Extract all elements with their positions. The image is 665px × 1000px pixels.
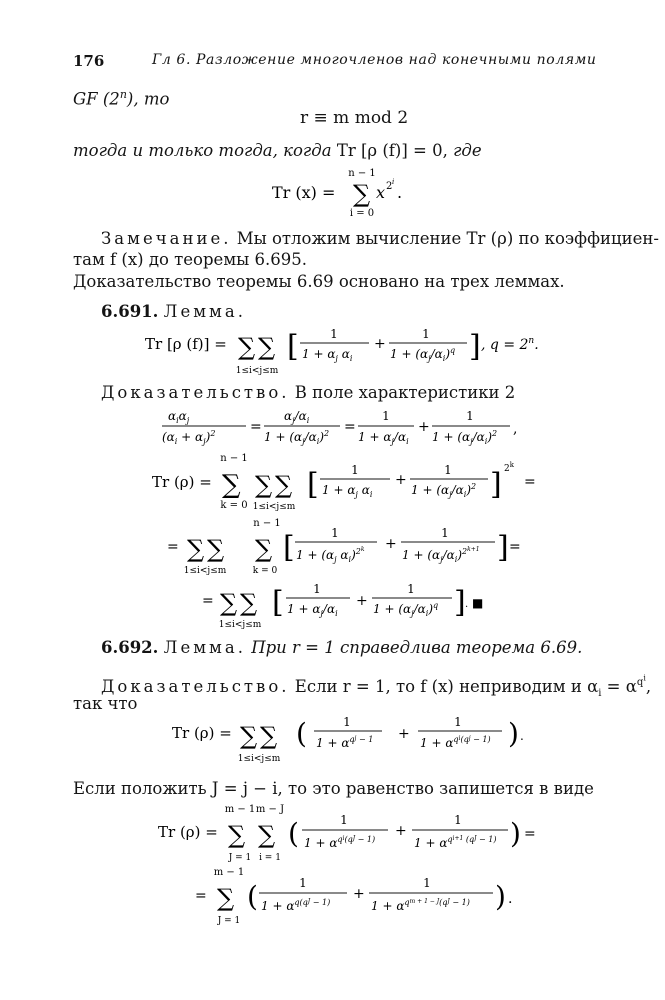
sumJ-bottom: J = 1: [228, 853, 252, 863]
paren-close-2: ): [510, 817, 521, 850]
remark-line-2: там f (x) до теоремы 6.695.: [73, 250, 308, 269]
q-eq: , $q = 2^n$.: [481, 336, 539, 353]
eq-start-4: =: [195, 888, 207, 904]
remark-line-1: [101, 229, 659, 248]
remark-text: Мы отложим вычисление Tr (ρ) по коэффициен-: [236, 229, 659, 248]
congruence-formula: r ≡ m mod 2: [300, 108, 409, 128]
sum3-b: ∑: [240, 589, 258, 617]
dot-6: .: [508, 891, 513, 907]
iff-text: тогда и только тогда, когда: [73, 141, 332, 160]
sum4-b: ∑: [260, 722, 278, 750]
identity-formula: [160, 405, 560, 451]
dot-4: .: [465, 599, 469, 610]
id-num1: $\alpha_i\alpha_j$: [168, 409, 190, 425]
paren-open-2: (: [288, 817, 299, 850]
f4-num: 1: [444, 463, 452, 477]
f9-plus: +: [398, 726, 410, 742]
id-plus: +: [418, 419, 430, 435]
trace-condition: Tr [ρ (f)] = 0,: [336, 141, 448, 160]
sum2-k: ∑: [255, 535, 273, 563]
frac1-den: $1 + \alpha_j$ $\alpha_i$: [302, 347, 353, 363]
sum-k-bottom: k = 0: [220, 500, 248, 511]
sum-k-top: n − 1: [220, 453, 248, 464]
proof-2-text-b: = α: [601, 676, 637, 696]
iff-line: [73, 141, 482, 160]
trace-def-lhs: Tr (x) =: [272, 183, 336, 202]
f6-den: $1 + (\alpha_j/\alpha_i)^{2k+1}$: [402, 546, 480, 564]
proof-2-text: Если r = 1, то f (x) неприводим и α: [294, 676, 599, 696]
id-comma: ,: [513, 421, 518, 437]
sum-ij-2: ∑: [275, 471, 293, 499]
f11-den: $1 + \alpha^qi(qJ - 1)$: [304, 835, 376, 850]
trp2-lhs: Tr (ρ) =: [172, 724, 232, 742]
sumi-sigma: ∑: [258, 821, 276, 849]
proof-1-line: [101, 383, 515, 402]
frac2-num: 1: [422, 327, 430, 341]
f4-den: $1 + (\alpha_j/\alpha_i)^2$: [411, 482, 477, 499]
trp-lhs: Tr (ρ) =: [152, 473, 212, 491]
trace-lemma-692: [172, 710, 542, 766]
gf-exp: n: [119, 88, 127, 101]
id-num3: 1: [382, 409, 390, 423]
sumJ2-sigma: ∑: [217, 884, 235, 912]
sum-top: n − 1: [348, 168, 376, 179]
so-that: так что: [73, 694, 138, 713]
lemma-692-heading: [101, 638, 582, 657]
f6-num: 1: [441, 526, 449, 540]
f7-num: 1: [313, 582, 321, 596]
sum2-a: ∑: [187, 535, 205, 563]
eq-end-1: =: [524, 474, 536, 490]
id-eq2: =: [344, 419, 356, 435]
id-eq1: =: [250, 419, 262, 435]
sumJ2-bottom: J = 1: [217, 916, 241, 926]
bracket-close: ]: [469, 329, 481, 364]
sum2-range: 1≤i<j≤m: [183, 566, 227, 576]
running-title: Гл 6. Разложение многочленов над конечными полями: [152, 52, 597, 68]
double-sigma-2: ∑: [258, 333, 276, 361]
sum3-range: 1≤i<j≤m: [218, 620, 262, 629]
sumJ-sigma: ∑: [228, 821, 246, 849]
br-close-3: ]: [497, 530, 509, 565]
qed-mark: ■: [472, 596, 484, 610]
substitution-line: Если положить J = j − i, то это равенство запишется в виде: [73, 779, 594, 798]
sum4-range: 1≤i<j≤m: [237, 754, 281, 764]
lemma-692-number: 6.692.: [101, 638, 159, 657]
proof-2-line: [101, 674, 651, 699]
f7-plus: +: [356, 593, 368, 609]
sumi-bottom: i = 1: [259, 853, 281, 863]
paren-open-3: (: [247, 880, 258, 913]
br-close-4: ]: [454, 585, 466, 620]
id-den3: $1 + \alpha_j/\alpha_i$: [358, 430, 409, 446]
f5-plus: +: [385, 536, 397, 552]
eq-end-2: =: [509, 539, 521, 555]
id-num4: 1: [466, 409, 474, 423]
lemma-691-formula: [145, 322, 575, 378]
f5-den: $1 + (\alpha_j$ $\alpha_i)^{2k}$: [296, 546, 365, 564]
f13-plus: +: [353, 886, 365, 902]
lemma-692-text: При r = 1 справедлива теорема 6.69.: [251, 638, 583, 657]
f11-plus: +: [395, 823, 407, 839]
gf-suffix: ), то: [126, 89, 170, 109]
id-den2: $1 + (\alpha_j/\alpha_i)^2$: [264, 429, 330, 446]
proof-2-comma: ,: [645, 676, 652, 696]
sum-range: 1≤i<j≤m: [235, 366, 279, 376]
double-sigma-1: ∑: [238, 333, 256, 361]
eq-start-2: =: [167, 539, 179, 555]
br-open-3: [: [283, 530, 295, 565]
f13-den: $1 + \alpha^{q(q}J - 1$): [261, 898, 331, 913]
paren-close-1: ): [508, 717, 519, 750]
f12-num: 1: [454, 813, 462, 827]
trace-substitution-1: [158, 803, 558, 865]
proof-based-line: Доказательство теоремы 6.69 основано на трех леммах.: [73, 272, 565, 291]
trace-substitution-2: [193, 866, 533, 928]
id-den1: $(\alpha_i + \alpha_j)^2$: [162, 429, 216, 446]
sum3-a: ∑: [220, 589, 238, 617]
proof-1-word: Доказательство.: [101, 383, 290, 402]
proof-2-sup: qi: [636, 674, 646, 689]
br-close-2: ]: [490, 467, 502, 502]
trace-expansion-3: [200, 577, 520, 629]
f12-den: $1 + \alpha^qi+1$ (qJ − 1): [414, 835, 497, 850]
f7-den: $1 + \alpha_j/\alpha_i$: [287, 602, 338, 618]
sum-ij-range: 1≤i<j≤m: [252, 502, 296, 512]
f11-num: 1: [340, 813, 348, 827]
f8-num: 1: [407, 582, 415, 596]
lemma-692-word: Лемма.: [163, 638, 246, 657]
lemma-691-word: Лемма.: [163, 302, 246, 321]
x-exp-i: i: [392, 178, 395, 186]
sum4-a: ∑: [240, 722, 258, 750]
sum-k-sigma: ∑: [222, 470, 241, 500]
lemma-691-number: 6.691.: [101, 302, 159, 321]
dot-5: .: [520, 729, 524, 743]
plus-sign: +: [374, 336, 386, 352]
gf-line: [73, 88, 169, 109]
f10-den: $1 + \alpha^qi(qj - 1)$: [420, 735, 491, 750]
sum2-b: ∑: [207, 535, 225, 563]
lemma-691-heading: [101, 302, 246, 321]
gf-prefix: GF (2: [73, 89, 120, 109]
frac1-num: 1: [330, 327, 338, 341]
where-word: где: [453, 141, 482, 160]
sumi-top: m − J: [255, 804, 285, 815]
lemma-lhs: Tr [ρ (f)] =: [145, 335, 227, 353]
sum-bottom: i = 0: [349, 208, 375, 219]
br-open-4: [: [272, 585, 284, 620]
paren-open-1: (: [296, 717, 307, 750]
f14-num: 1: [423, 876, 431, 890]
eq-start-3: =: [202, 593, 214, 609]
pow-2k: 2$^k$: [504, 461, 514, 474]
trace-definition: [270, 168, 410, 220]
sumJ-top: m − 1: [224, 804, 256, 815]
trace-expansion-1: [152, 452, 552, 512]
f5-num: 1: [331, 526, 339, 540]
tr-alt-lhs: Tr (ρ) =: [158, 823, 218, 841]
f8-den: $1 + (\alpha_j/\alpha_i)^q$: [373, 601, 439, 618]
f14-den: $1 + \alpha^qm + 1 - J(qJ - 1)$: [371, 898, 470, 913]
proof-2-sub: i: [598, 688, 602, 700]
sumJ2-top: m − 1: [213, 867, 245, 878]
f3-num: 1: [351, 463, 359, 477]
f10-num: 1: [454, 715, 462, 729]
period: .: [397, 183, 403, 202]
proof-2-word: Доказательство.: [101, 676, 290, 696]
remark-word: Замечание.: [101, 229, 232, 248]
bracket-open: [: [287, 329, 299, 364]
f9-den: $1 + \alpha^qj - 1$: [316, 735, 374, 750]
f3-den: $1 + \alpha_j$ $\alpha_i$: [322, 483, 373, 499]
id-den4: $1 + (\alpha_j/\alpha_i)^2$: [432, 429, 498, 446]
page-number: 176: [73, 52, 105, 70]
id-num2: $\alpha_j/\alpha_i$: [284, 409, 310, 425]
paren-close-3: ): [495, 880, 506, 913]
x-base: x: [376, 183, 386, 202]
f3-plus: +: [395, 472, 407, 488]
f9-num: 1: [343, 715, 351, 729]
br-open-2: [: [307, 467, 319, 502]
frac2-den: $1 + (\alpha_j/\alpha_i)^q$: [390, 346, 456, 363]
x-exp: 2: [386, 181, 393, 192]
trace-expansion-2: [165, 517, 565, 579]
proof-1-text: В поле характеристики 2: [294, 383, 516, 402]
sum2-k-top: n − 1: [253, 518, 281, 529]
eq-end-3: =: [524, 826, 536, 842]
f13-num: 1: [299, 876, 307, 890]
sigma-sum: ∑: [353, 180, 371, 208]
sum-ij-1: ∑: [255, 471, 273, 499]
sum2-k-bottom: k = 0: [252, 566, 278, 576]
